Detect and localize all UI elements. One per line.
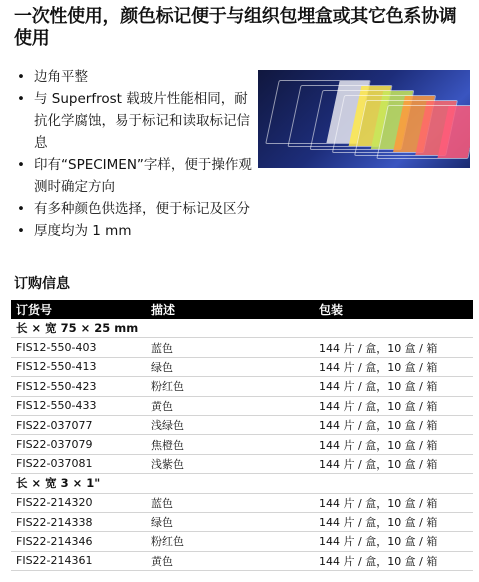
description-cell: 绿色 xyxy=(146,512,314,531)
slide-illustration xyxy=(376,105,470,159)
catalog-number-cell: FIS22-037077 xyxy=(11,415,146,434)
group-label: 长 × 宽 3 × 1" xyxy=(11,474,473,493)
table-row xyxy=(11,338,473,357)
bullet-icon: • xyxy=(17,157,25,173)
catalog-number-cell: FIS22-214346 xyxy=(11,532,146,551)
packaging-cell: 144 片 / 盒，10 盒 / 箱 xyxy=(314,435,473,454)
feature-item xyxy=(14,198,254,220)
catalog-number-cell: FIS22-214338 xyxy=(11,512,146,531)
catalog-number-cell: FIS22-214320 xyxy=(11,493,146,512)
packaging-cell: 144 片 / 盒，10 盒 / 箱 xyxy=(314,415,473,434)
feature-text: 边角平整 xyxy=(34,69,88,85)
feature-text: 有多种颜色供选择，便于标记及区分 xyxy=(34,201,250,217)
table-row xyxy=(11,415,473,434)
catalog-number-cell: FIS12-550-413 xyxy=(11,357,146,376)
packaging-cell: 144 片 / 盒，10 盒 / 箱 xyxy=(314,532,473,551)
packaging-cell: 144 片 / 盒，10 盒 / 箱 xyxy=(314,512,473,531)
bullet-icon: • xyxy=(17,91,25,107)
product-photo xyxy=(258,70,470,168)
description-cell: 绿色 xyxy=(146,357,314,376)
page-title: 一次性使用，颜色标记便于与组织包埋盒或其它色系协调使用 xyxy=(14,6,457,49)
slide-label-area xyxy=(437,106,470,158)
catalog-number-cell: FIS22-037081 xyxy=(11,454,146,473)
catalog-number-cell: FIS12-550-403 xyxy=(11,338,146,357)
packaging-cell: 144 片 / 盒，10 盒 / 箱 xyxy=(314,493,473,512)
table-row xyxy=(11,435,473,454)
table-row xyxy=(11,377,473,396)
table-row xyxy=(11,493,473,512)
description-cell: 粉红色 xyxy=(146,532,314,551)
feature-text: 印有“SPECIMEN”字样，便于操作观测时确定方向 xyxy=(34,157,252,195)
catalog-number-cell: FIS12-550-423 xyxy=(11,377,146,396)
packaging-cell: 144 片 / 盒，10 盒 / 箱 xyxy=(314,377,473,396)
feature-item xyxy=(14,154,254,198)
order-table xyxy=(11,300,473,571)
description-cell: 焦橙色 xyxy=(146,435,314,454)
description-cell: 蓝色 xyxy=(146,493,314,512)
packaging-cell: 144 片 / 盒，10 盒 / 箱 xyxy=(314,551,473,570)
column-header-catalog: 订货号 xyxy=(11,300,146,319)
feature-item xyxy=(14,88,254,154)
column-header-description: 描述 xyxy=(146,300,314,319)
table-row xyxy=(11,396,473,415)
description-cell: 粉红色 xyxy=(146,377,314,396)
packaging-cell: 144 片 / 盒，10 盒 / 箱 xyxy=(314,454,473,473)
bullet-icon: • xyxy=(17,69,25,85)
table-header-row xyxy=(11,300,473,319)
table-group-row xyxy=(11,319,473,338)
description-cell: 黄色 xyxy=(146,396,314,415)
feature-item xyxy=(14,66,254,88)
packaging-cell: 144 片 / 盒，10 盒 / 箱 xyxy=(314,396,473,415)
feature-list xyxy=(14,66,254,242)
catalog-number-cell: FIS22-214361 xyxy=(11,551,146,570)
catalog-number-cell: FIS22-037079 xyxy=(11,435,146,454)
feature-text: 厚度均为 1 mm xyxy=(34,223,132,239)
description-cell: 浅紫色 xyxy=(146,454,314,473)
bullet-icon: • xyxy=(17,201,25,217)
column-header-packaging: 包装 xyxy=(314,300,473,319)
table-body xyxy=(11,319,473,571)
description-cell: 浅绿色 xyxy=(146,415,314,434)
table-row xyxy=(11,357,473,376)
group-label: 长 × 宽 75 × 25 mm xyxy=(11,319,473,338)
feature-text: 与 Superfrost 载玻片性能相同，耐抗化学腐蚀，易于标记和读取标记信息 xyxy=(34,91,250,151)
table-row xyxy=(11,551,473,570)
section-title: 订购信息 xyxy=(14,276,70,292)
packaging-cell: 144 片 / 盒，10 盒 / 箱 xyxy=(314,338,473,357)
table-row xyxy=(11,532,473,551)
table-row xyxy=(11,454,473,473)
feature-item xyxy=(14,220,254,242)
bullet-icon: • xyxy=(17,223,25,239)
catalog-number-cell: FIS12-550-433 xyxy=(11,396,146,415)
table-group-row xyxy=(11,474,473,493)
packaging-cell: 144 片 / 盒，10 盒 / 箱 xyxy=(314,357,473,376)
table-row xyxy=(11,512,473,531)
description-cell: 黄色 xyxy=(146,551,314,570)
description-cell: 蓝色 xyxy=(146,338,314,357)
